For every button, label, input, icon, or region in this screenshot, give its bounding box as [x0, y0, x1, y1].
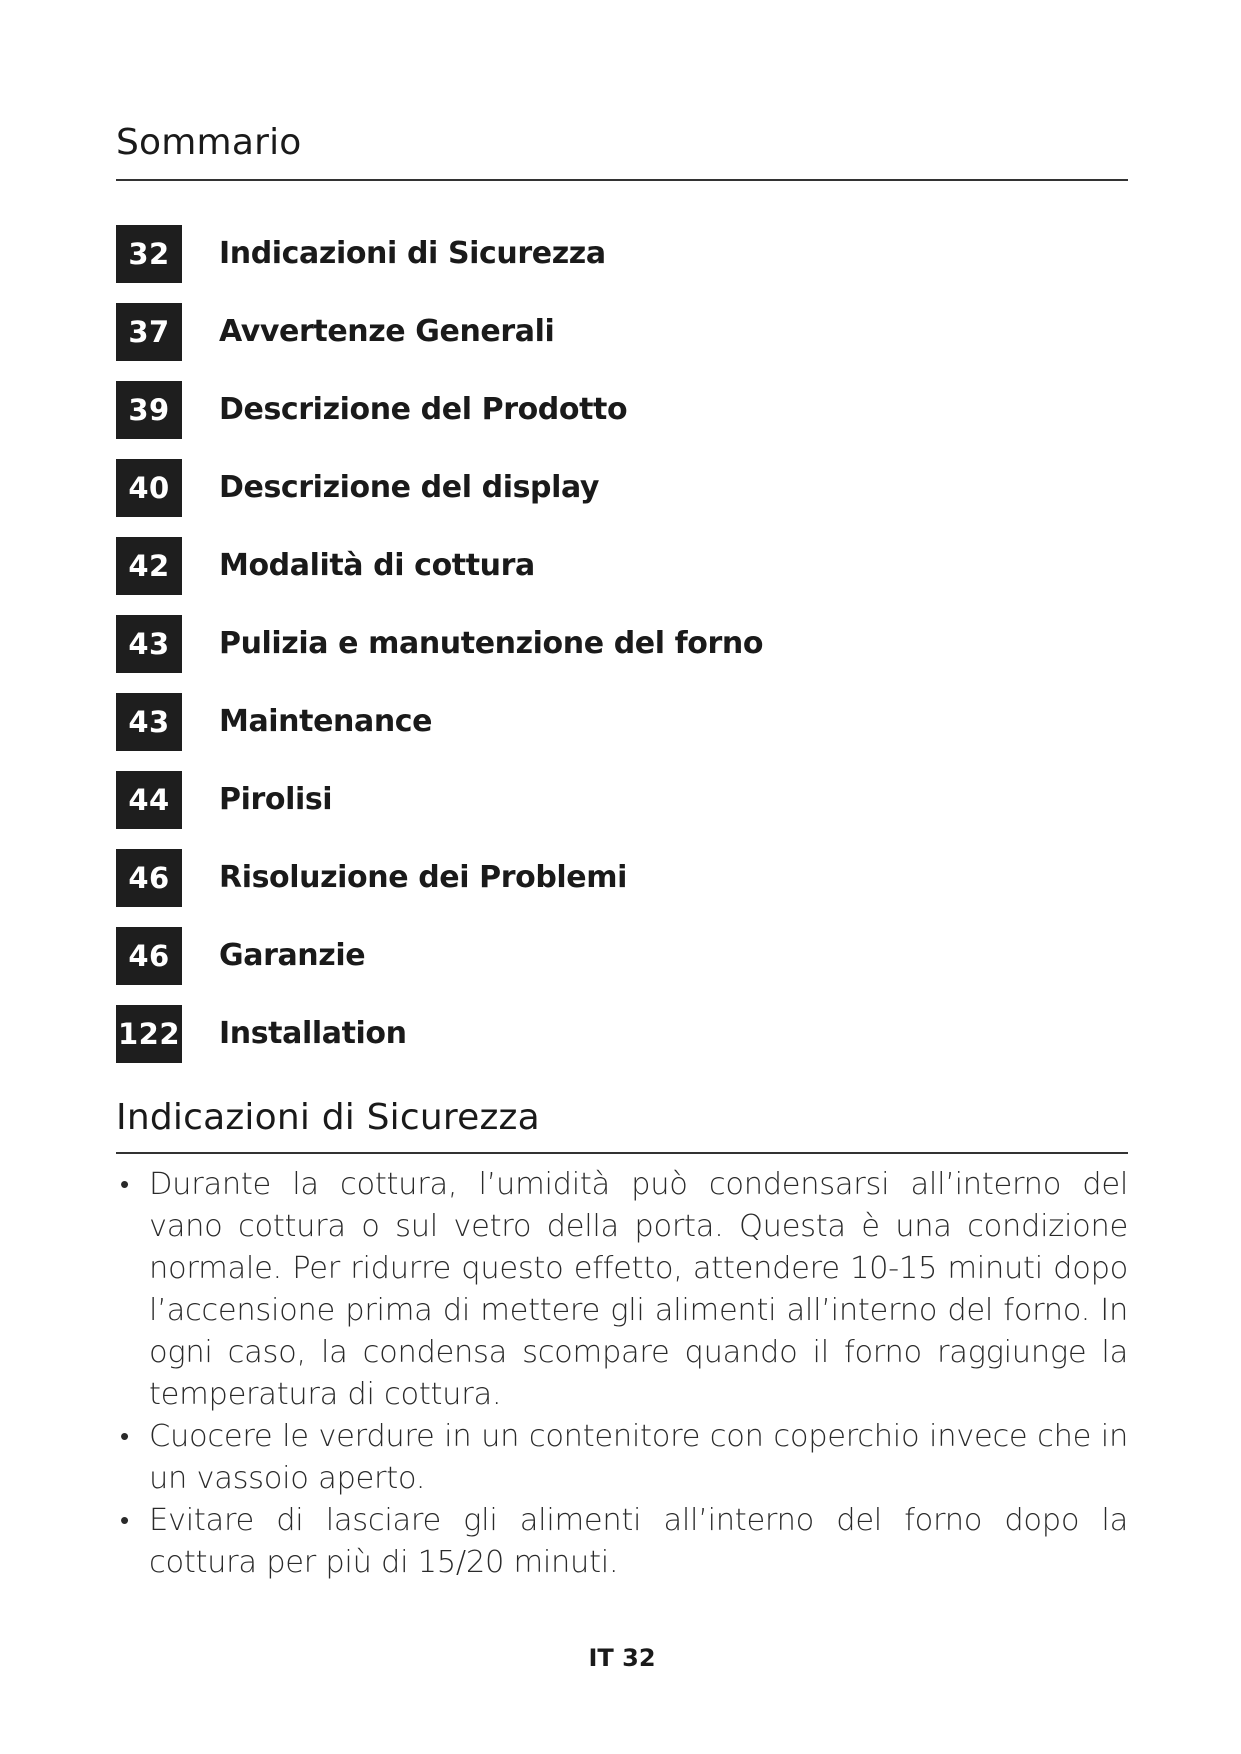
toc-page-number: 46: [116, 849, 182, 907]
toc-entry-label: Indicazioni di Sicurezza: [219, 236, 606, 271]
toc-page-number: 43: [116, 693, 182, 751]
list-item: [116, 1164, 1128, 1416]
toc-page-number: 42: [116, 537, 182, 595]
page-number: IT 32: [588, 1644, 656, 1672]
toc-page-number: 122: [116, 1005, 182, 1063]
bullet-text: Durante la cottura, l’umidità può condensarsi all’interno del vano cottura o sul vetro della porta. Questa è una condizione normale. Per ridurre questo effetto, attendere 10-15 minuti dopo l’accensione prima di mettere gli alimenti all’interno del forno. In ogni caso, la condensa scompare quando il forno raggiunge la temperatura di cottura.: [149, 1167, 1128, 1412]
toc-entry-label: Descrizione del Prodotto: [219, 392, 628, 427]
contents-divider: [116, 179, 1128, 181]
toc-entry-label: Risoluzione dei Problemi: [219, 860, 627, 895]
safety-bullet-list: [116, 1164, 1128, 1584]
toc-entry-label: Pirolisi: [219, 782, 333, 817]
bullet-text: Evitare di lasciare gli alimenti all’interno del forno dopo la cottura per più di 15/20 minuti.: [149, 1503, 1128, 1580]
list-item: [116, 1500, 1128, 1584]
toc-page-number: 40: [116, 459, 182, 517]
contents-title: Sommario: [116, 122, 302, 163]
manual-page: [116, 0, 1128, 1754]
toc-entry-label: Pulizia e manutenzione del forno: [219, 626, 764, 661]
toc-entry-label: Garanzie: [219, 938, 366, 973]
safety-divider: [116, 1152, 1128, 1154]
toc-page-number: 39: [116, 381, 182, 439]
bullet-icon: •: [120, 1506, 129, 1536]
list-item: [116, 1416, 1128, 1500]
toc-page-number: 37: [116, 303, 182, 361]
toc-entry-label: Maintenance: [219, 704, 433, 739]
bullet-icon: •: [120, 1170, 129, 1200]
toc-page-number: 46: [116, 927, 182, 985]
bullet-text: Cuocere le verdure in un contenitore con coperchio invece che in un vassoio aperto.: [149, 1419, 1128, 1496]
toc-entry-label: Descrizione del display: [219, 470, 600, 505]
bullet-icon: •: [120, 1422, 129, 1452]
toc-page-number: 44: [116, 771, 182, 829]
toc-page-number: 32: [116, 225, 182, 283]
toc-entry-label: Modalità di cottura: [219, 548, 535, 583]
toc-entry-label: Avvertenze Generali: [219, 314, 555, 349]
safety-section-title: Indicazioni di Sicurezza: [116, 1097, 540, 1138]
toc-page-number: 43: [116, 615, 182, 673]
toc-entry-label: Installation: [219, 1016, 407, 1051]
